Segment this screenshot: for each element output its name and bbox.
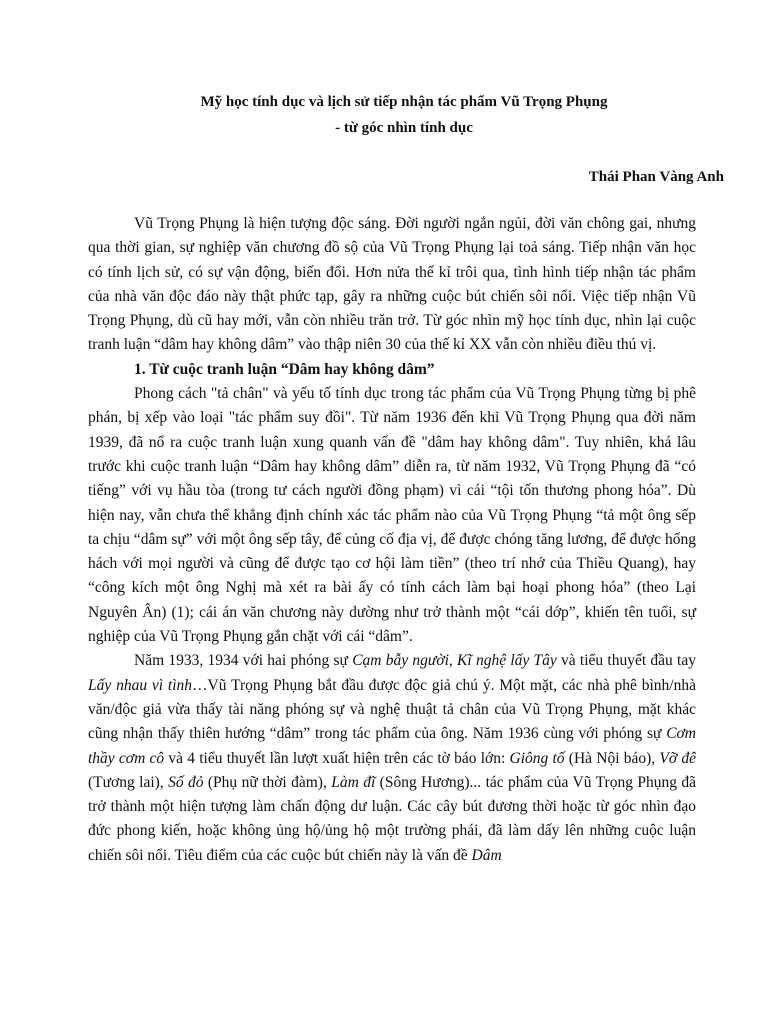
document-title: Mỹ học tính dục và lịch sử tiếp nhận tác phẩm Vũ Trọng Phụng [200, 94, 608, 110]
work-title-lam-di: Làm đĩ [331, 773, 376, 791]
text-run: (Sông Hương)... tác phẩm của Vũ Trọng Phụng đã trở thành một hiện tượng làm chấn động dư luận. Các cây bút đương thời hoặc từ góc nhìn đạo đức phong kiến, hoặc không ủng hộ/ủng hộ một trường phái, đã làm dấy lên những cuộc luận chiến sôi nổi. Tiêu điểm của các cuộc bút chiến này là vấn đề [88, 773, 697, 864]
text-run: (Tương lai), [88, 773, 169, 791]
text-run: (Hà Nội báo), [564, 749, 660, 767]
author-name: Thái Phan Vàng Anh [588, 169, 724, 185]
text-run: , [448, 652, 458, 670]
work-title-ki-nghe-lay-tay: Kĩ nghệ lấy Tây [457, 652, 557, 670]
text-run: và 4 tiểu thuyết lần lượt xuất hiện trên các tờ báo lớn: [164, 749, 510, 767]
document-subtitle: - từ góc nhìn tính dục [335, 120, 473, 136]
section-heading: 1. Từ cuộc tranh luận “Dâm hay không dâm” [134, 360, 435, 378]
work-title-so-do: Số đỏ [168, 773, 204, 791]
text-run: Năm 1933, 1934 với hai phóng sự [134, 652, 353, 670]
body-paragraph-2: Phong cách "tả chân" và yếu tố tính dục trong tác phẩm của Vũ Trọng Phụng từng bị phê phán, bị xếp vào loại "tác phẩm suy đồi". Từ năm 1936 đến khi Vũ Trọng Phụng qua đời năm 1939, đã nổ ra cuộc tranh luận xung quanh vấn đề "dâm hay không dâm". Tuy nhiên, khá lâu trước khi cuộc tranh luận “Dâm hay không dâm” diễn ra, từ năm 1932, Vũ Trọng Phụng đã “có tiếng” với vụ hầu tòa (trong tư cách người đồng phạm) vì cái “tội tốn thương phong hóa”. Dù hiện nay, vẫn chưa thể khẳng định chính xác tác phẩm nào của Vũ Trọng Phụng “tả một ông sếp ta chịu “dâm sự” với một ông sếp tây, để củng cố địa vị, để được chóng tăng lương, để được hống hách với mọi người và cũng để được tạo cơ hội làm tiền” (theo trí nhớ của Thiều Quang), hay “công kích một ông Nghị mà xét ra bài ấy có tính cách làm bại hoại phong hóa” (theo Lại Nguyên Ân) (1); cái án văn chương này dường như trở thành một “cái dớp”, khiến tên tuổi, sự nghiệp của Vũ Trọng Phụng gắn chặt với cái “dâm”. [88, 385, 696, 646]
work-title-cam-bay-nguoi: Cạm bẫy người [352, 652, 449, 670]
work-title-giong-to: Giông tố [509, 749, 565, 767]
body-paragraph-3 [88, 649, 696, 868]
intro-paragraph: Vũ Trọng Phụng là hiện tượng độc sáng. Đời người ngắn ngủi, đời văn chông gai, nhưng qua thời gian, sự nghiệp văn chương đồ sộ của Vũ Trọng Phụng lại toả sáng. Tiếp nhận văn học có tính lịch sử, có sự vận động, biến đổi. Hơn nửa thế kỉ trôi qua, tình hình tiếp nhận tác phẩm của nhà văn độc đáo này thật phức tạp, gây ra những cuộc bút chiến sôi nổi. Việc tiếp nhận Vũ Trọng Phụng, dù cũ hay mới, vẫn còn nhiều trăn trở. Từ góc nhìn mỹ học tính dục, nhìn lại cuộc tranh luận “dâm hay không dâm” vào thập niên 30 của thế kỉ XX vẫn còn nhiều điều thú vị. [88, 215, 696, 354]
text-run: …Vũ Trọng Phụng bắt đầu được độc giả chú ý. Một mặt, các nhà phê bình/nhà văn/độc giả vừa thấy tài năng phóng sự và nghệ thuật tả chân của Vũ Trọng Phụng, mặt khác cũng nhận thấy thiên hướng “dâm” trong tác phẩm của ông. Năm 1936 cùng với phóng sự [88, 676, 696, 743]
work-title-vo-de: Vỡ đê [659, 749, 696, 767]
work-title-com-thay-com-co: Cơm thầy cơm cô [88, 725, 696, 767]
text-run: và tiểu thuyết đầu tay [556, 652, 696, 670]
text-run: (Phụ nữ thời đàm), [203, 773, 332, 791]
document-body [88, 212, 696, 868]
work-title-lay-nhau-vi-tinh: Lấy nhau vì tình [88, 676, 193, 694]
emphasis-dam: Dâm [471, 846, 502, 864]
